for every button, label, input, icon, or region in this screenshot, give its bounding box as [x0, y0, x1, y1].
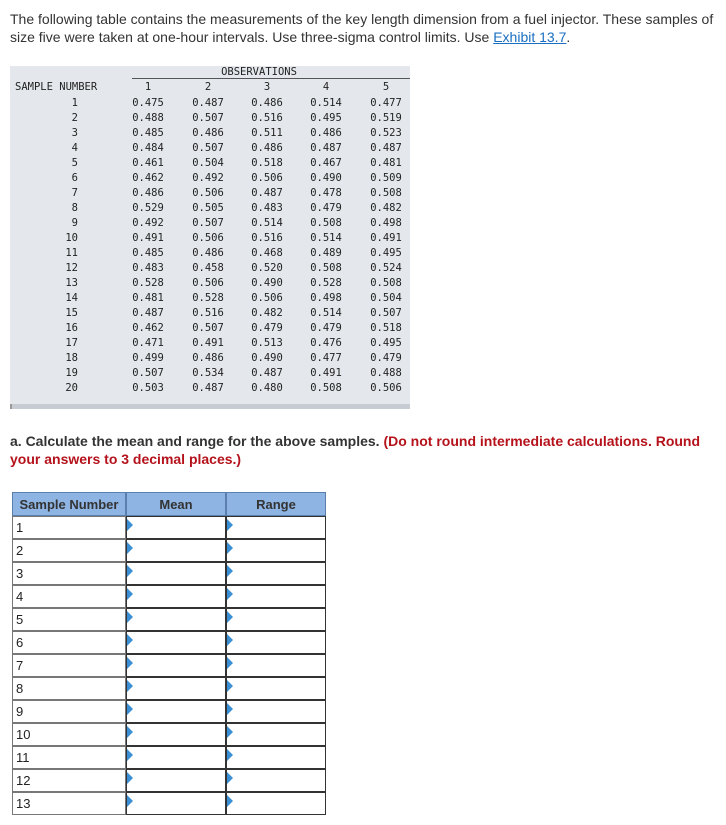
- input-marker-icon: [127, 519, 133, 531]
- mean-input[interactable]: [126, 677, 226, 700]
- range-input[interactable]: [226, 516, 326, 539]
- input-marker-icon: [127, 726, 133, 738]
- observation-row: [10, 246, 410, 261]
- mean-input[interactable]: [126, 654, 226, 677]
- observation-value: 0.508: [370, 187, 402, 199]
- observation-sample-number: 3: [71, 127, 78, 139]
- observation-value: 0.488: [370, 367, 402, 379]
- input-marker-icon: [127, 749, 133, 761]
- observation-value: 0.520: [251, 262, 283, 274]
- observation-value: 0.514: [310, 307, 342, 319]
- observation-value: 0.486: [192, 127, 224, 139]
- observation-sample-number: 12: [65, 262, 78, 274]
- observation-value: 0.485: [132, 127, 164, 139]
- observation-row: [10, 306, 410, 321]
- rounding-instruction: (Do not round intermediate calculations. Round your answers to 3 decimal places.): [10, 433, 701, 467]
- observation-value: 0.481: [132, 292, 164, 304]
- observation-sample-number: 15: [65, 307, 78, 319]
- observation-value: 0.477: [370, 97, 402, 109]
- answer-sample-number: 7: [12, 654, 126, 677]
- answer-sample-number: 11: [12, 746, 126, 769]
- observation-sample-number: 2: [71, 112, 78, 124]
- observation-value: 0.507: [192, 112, 224, 124]
- observation-sample-number: 5: [71, 157, 78, 169]
- answer-sample-number: 3: [12, 562, 126, 585]
- observation-value: 0.484: [132, 142, 164, 154]
- range-input[interactable]: [226, 746, 326, 769]
- observation-sample-number: 1: [71, 97, 78, 109]
- observation-value: 0.461: [132, 157, 164, 169]
- mean-input[interactable]: [126, 516, 226, 539]
- answer-sample-number: 1: [12, 516, 126, 539]
- observation-value: 0.479: [370, 352, 402, 364]
- observation-row: [10, 156, 410, 171]
- observation-value: 0.503: [132, 382, 164, 394]
- observations-header-row: [10, 81, 410, 95]
- observation-value: 0.478: [310, 187, 342, 199]
- observation-row: [10, 261, 410, 276]
- observation-value: 0.491: [132, 232, 164, 244]
- observation-row: [10, 201, 410, 216]
- observation-value: 0.529: [132, 202, 164, 214]
- observation-value: 0.519: [370, 112, 402, 124]
- observation-row: [10, 351, 410, 366]
- input-marker-icon: [227, 749, 233, 761]
- observation-value: 0.495: [310, 112, 342, 124]
- observation-row: [10, 336, 410, 351]
- observation-value: 0.490: [251, 352, 283, 364]
- sample-number-header: SAMPLE NUMBER: [15, 81, 98, 93]
- observation-sample-number: 19: [65, 367, 78, 379]
- mean-input[interactable]: [126, 769, 226, 792]
- observation-value: 0.507: [370, 307, 402, 319]
- observation-value: 0.506: [251, 172, 283, 184]
- observation-value: 0.506: [192, 232, 224, 244]
- mean-input[interactable]: [126, 700, 226, 723]
- observation-value: 0.490: [310, 172, 342, 184]
- intro-end: .: [566, 29, 571, 45]
- observation-value: 0.514: [310, 97, 342, 109]
- observation-value: 0.506: [370, 382, 402, 394]
- observation-value: 0.487: [251, 367, 283, 379]
- obs-col-header: 2: [204, 81, 212, 93]
- range-input[interactable]: [226, 631, 326, 654]
- observation-value: 0.528: [192, 292, 224, 304]
- observations-table: [10, 66, 410, 409]
- mean-input[interactable]: [126, 562, 226, 585]
- observation-value: 0.507: [192, 322, 224, 334]
- observation-value: 0.511: [251, 127, 283, 139]
- observation-value: 0.490: [251, 277, 283, 289]
- observation-sample-number: 10: [65, 232, 78, 244]
- answer-sample-number: 13: [12, 792, 126, 815]
- input-marker-icon: [127, 611, 133, 623]
- observation-value: 0.528: [132, 277, 164, 289]
- input-marker-icon: [127, 795, 133, 807]
- observation-value: 0.524: [370, 262, 402, 274]
- observation-row: [10, 171, 410, 186]
- observation-sample-number: 14: [65, 292, 78, 304]
- observation-value: 0.467: [310, 157, 342, 169]
- observation-value: 0.492: [132, 217, 164, 229]
- observation-value: 0.508: [310, 217, 342, 229]
- observation-sample-number: 17: [65, 337, 78, 349]
- observation-value: 0.489: [310, 247, 342, 259]
- mean-input[interactable]: [126, 631, 226, 654]
- answer-sample-number: 8: [12, 677, 126, 700]
- observation-value: 0.488: [132, 112, 164, 124]
- input-marker-icon: [127, 680, 133, 692]
- input-marker-icon: [227, 565, 233, 577]
- intro-text: The following table contains the measurements of the key length dimension from a fuel injector. These samples of size five were taken at one-hour intervals. Use three-sigma control limits. Use: [10, 11, 714, 45]
- observation-value: 0.479: [310, 202, 342, 214]
- answer-sample-number: 9: [12, 700, 126, 723]
- observation-value: 0.462: [132, 172, 164, 184]
- observations-body: [10, 96, 410, 396]
- observation-row: [10, 321, 410, 336]
- input-marker-icon: [127, 634, 133, 646]
- observation-row: [10, 216, 410, 231]
- mean-input[interactable]: [126, 608, 226, 631]
- observation-row: [10, 366, 410, 381]
- observation-value: 0.514: [251, 217, 283, 229]
- observation-value: 0.481: [370, 157, 402, 169]
- answer-sample-number: 12: [12, 769, 126, 792]
- input-marker-icon: [127, 657, 133, 669]
- observation-row: [10, 231, 410, 246]
- range-input[interactable]: [226, 539, 326, 562]
- observation-row: [10, 291, 410, 306]
- observation-value: 0.498: [310, 292, 342, 304]
- observation-sample-number: 4: [71, 142, 78, 154]
- range-column-header: Range: [226, 492, 326, 516]
- question-a: [10, 432, 724, 468]
- input-marker-icon: [227, 611, 233, 623]
- observation-value: 0.491: [192, 337, 224, 349]
- input-marker-icon: [227, 726, 233, 738]
- observation-value: 0.518: [370, 322, 402, 334]
- observation-value: 0.458: [192, 262, 224, 274]
- observation-row: [10, 141, 410, 156]
- observation-value: 0.491: [310, 367, 342, 379]
- observation-value: 0.486: [132, 187, 164, 199]
- observation-value: 0.495: [370, 337, 402, 349]
- observation-value: 0.509: [370, 172, 402, 184]
- mean-input[interactable]: [126, 792, 226, 815]
- observation-value: 0.498: [370, 217, 402, 229]
- mean-input[interactable]: [126, 746, 226, 769]
- answer-sample-number: 6: [12, 631, 126, 654]
- observation-value: 0.506: [251, 292, 283, 304]
- observation-value: 0.508: [370, 277, 402, 289]
- input-marker-icon: [227, 657, 233, 669]
- exhibit-link[interactable]: Exhibit 13.7: [493, 29, 567, 45]
- observation-sample-number: 13: [65, 277, 78, 289]
- observation-value: 0.479: [251, 322, 283, 334]
- range-input[interactable]: [226, 677, 326, 700]
- answer-sample-number: 4: [12, 585, 126, 608]
- observation-value: 0.504: [192, 157, 224, 169]
- mean-input[interactable]: [126, 723, 226, 746]
- observation-value: 0.507: [192, 217, 224, 229]
- mean-input[interactable]: [126, 539, 226, 562]
- input-marker-icon: [227, 588, 233, 600]
- observation-value: 0.476: [310, 337, 342, 349]
- input-marker-icon: [227, 772, 233, 784]
- observation-value: 0.528: [310, 277, 342, 289]
- observation-value: 0.480: [251, 382, 283, 394]
- observation-sample-number: 8: [71, 202, 78, 214]
- observation-value: 0.506: [192, 187, 224, 199]
- input-marker-icon: [227, 680, 233, 692]
- observation-value: 0.475: [132, 97, 164, 109]
- question-prefix: a. Calculate the mean and range for the above samples.: [10, 433, 384, 449]
- input-marker-icon: [227, 795, 233, 807]
- observation-value: 0.487: [251, 187, 283, 199]
- observation-value: 0.534: [192, 367, 224, 379]
- observation-row: [10, 111, 410, 126]
- observation-value: 0.479: [310, 322, 342, 334]
- observation-value: 0.516: [251, 112, 283, 124]
- input-marker-icon: [227, 542, 233, 554]
- observation-value: 0.487: [192, 97, 224, 109]
- range-input[interactable]: [226, 608, 326, 631]
- observation-sample-number: 11: [65, 247, 78, 259]
- observation-value: 0.485: [132, 247, 164, 259]
- observation-value: 0.491: [370, 232, 402, 244]
- range-input[interactable]: [226, 792, 326, 815]
- observation-value: 0.486: [192, 352, 224, 364]
- obs-col-header: 4: [322, 81, 330, 93]
- observation-row: [10, 126, 410, 141]
- observation-value: 0.468: [251, 247, 283, 259]
- observation-value: 0.486: [251, 97, 283, 109]
- observation-value: 0.462: [132, 322, 164, 334]
- input-marker-icon: [227, 519, 233, 531]
- answer-sample-number: 5: [12, 608, 126, 631]
- observation-value: 0.487: [192, 382, 224, 394]
- observation-value: 0.507: [192, 142, 224, 154]
- answer-sample-number: 2: [12, 539, 126, 562]
- observation-row: [10, 186, 410, 201]
- observation-value: 0.508: [310, 382, 342, 394]
- observations-group-label: OBSERVATIONS: [221, 66, 297, 78]
- obs-col-header: 3: [263, 81, 271, 93]
- observation-value: 0.483: [251, 202, 283, 214]
- input-marker-icon: [127, 565, 133, 577]
- input-marker-icon: [127, 772, 133, 784]
- mean-column-header: Mean: [126, 492, 226, 516]
- observation-value: 0.487: [370, 142, 402, 154]
- observation-value: 0.471: [132, 337, 164, 349]
- observation-value: 0.483: [132, 262, 164, 274]
- observation-sample-number: 16: [65, 322, 78, 334]
- observation-value: 0.486: [192, 247, 224, 259]
- observation-value: 0.482: [370, 202, 402, 214]
- obs-col-header: 5: [382, 81, 390, 93]
- observation-row: [10, 381, 410, 396]
- obs-col-header: 1: [144, 81, 152, 93]
- observation-value: 0.523: [370, 127, 402, 139]
- table-corner-mark: [10, 404, 12, 409]
- problem-intro: [10, 10, 724, 46]
- observation-value: 0.482: [251, 307, 283, 319]
- observation-sample-number: 9: [71, 217, 78, 229]
- observation-sample-number: 18: [65, 352, 78, 364]
- observation-value: 0.495: [370, 247, 402, 259]
- range-input[interactable]: [226, 585, 326, 608]
- input-marker-icon: [227, 634, 233, 646]
- sample-number-column-header: Sample Number: [12, 492, 126, 516]
- observation-value: 0.514: [310, 232, 342, 244]
- range-input[interactable]: [226, 723, 326, 746]
- input-marker-icon: [227, 703, 233, 715]
- observation-value: 0.492: [192, 172, 224, 184]
- observation-value: 0.513: [251, 337, 283, 349]
- observation-value: 0.486: [310, 127, 342, 139]
- observation-value: 0.516: [192, 307, 224, 319]
- observation-value: 0.505: [192, 202, 224, 214]
- range-input[interactable]: [226, 654, 326, 677]
- observations-header-rule: [132, 78, 410, 79]
- observation-value: 0.507: [132, 367, 164, 379]
- observation-value: 0.516: [251, 232, 283, 244]
- range-input[interactable]: [226, 769, 326, 792]
- observation-sample-number: 7: [71, 187, 78, 199]
- input-marker-icon: [127, 588, 133, 600]
- table-bottom-bar: [10, 404, 410, 409]
- observation-row: [10, 276, 410, 291]
- input-marker-icon: [127, 703, 133, 715]
- answer-sample-number: 10: [12, 723, 126, 746]
- range-input[interactable]: [226, 700, 326, 723]
- observation-value: 0.506: [192, 277, 224, 289]
- mean-input[interactable]: [126, 585, 226, 608]
- observation-value: 0.504: [370, 292, 402, 304]
- observation-value: 0.486: [251, 142, 283, 154]
- observation-sample-number: 20: [65, 382, 78, 394]
- range-input[interactable]: [226, 562, 326, 585]
- observation-value: 0.487: [132, 307, 164, 319]
- observation-value: 0.518: [251, 157, 283, 169]
- observation-sample-number: 6: [71, 172, 78, 184]
- observation-value: 0.499: [132, 352, 164, 364]
- observation-value: 0.487: [310, 142, 342, 154]
- input-marker-icon: [127, 542, 133, 554]
- observation-value: 0.477: [310, 352, 342, 364]
- observation-row: [10, 96, 410, 111]
- observation-value: 0.508: [310, 262, 342, 274]
